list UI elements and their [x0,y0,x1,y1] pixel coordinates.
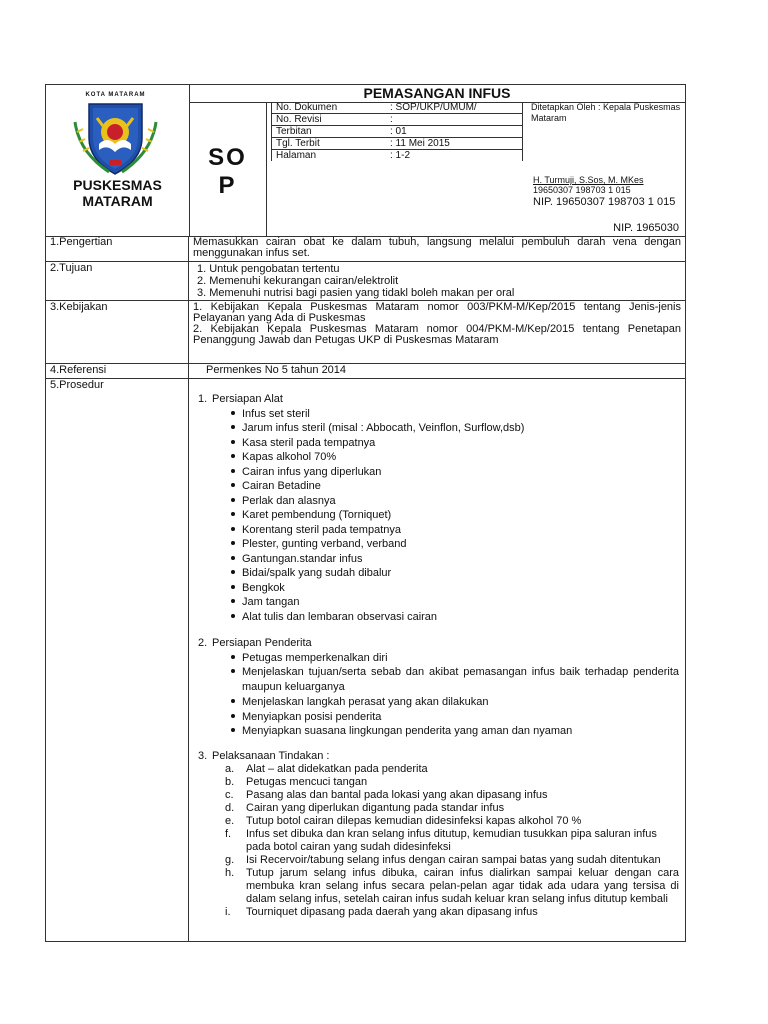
item-text: Alat – alat didekatkan pada penderita [246,762,428,775]
organization-name [46,177,189,209]
list-item: Bidai/spalk yang sudah dibalur [198,566,679,581]
list-item [198,802,679,815]
doc-info-value: : SOP/UKP/UMUM/ [390,102,477,113]
list-item: Alat tulis dan lembaran observasi cairan [198,610,679,625]
org-line-2: MATARAM [82,193,153,209]
list-item: Menjelaskan tujuan/serta sebab dan akibat pemasangan infus baik terhadap penderita maupun keluarganya [198,665,679,695]
row-tujuan [46,262,685,301]
doc-info-value: : 1-2 [390,150,411,161]
document-title: PEMASANGAN INFUS [189,85,685,103]
row-kebijakan [46,301,685,364]
row-label: 5.Prosedur [46,379,189,941]
signer-nip: NIP. 19650307 198703 1 015 [533,196,676,208]
item-text: Petugas mencuci tangan [246,775,368,788]
signer-nip-small: 19650307 198703 1 015 [533,185,631,195]
item-marker: d. [225,801,235,814]
item-text: Cairan yang diperlukan digantung pada standar infus [246,801,505,814]
list-item: 1. Untuk pengobatan tertentu [197,263,340,275]
list-item [198,867,679,906]
document-info-table [271,102,523,161]
list-item: 2. Memenuhi kekurangan cairan/elektrolit [197,275,399,287]
doc-info-row [271,102,523,114]
section-persiapan-alat [198,392,679,407]
pelaksanaan-list [198,763,679,919]
persiapan-penderita-list [198,651,679,739]
org-line-1: PUSKESMAS [73,177,162,193]
sop-label [189,144,266,200]
section-persiapan-penderita [198,636,679,651]
list-item: Bengkok [198,581,679,596]
doc-info-label: Tgl. Terbit [276,138,320,149]
item-text: Infus set dibuka dan kran selang infus ditutup, kemudian tusukkan pipa saluran infus pada botol cairan yang sudah didesinfeksi [246,827,657,853]
list-item: Cairan infus yang diperlukan [198,465,679,480]
approval-text: Ditetapkan Oleh : Kepala Puskesmas Mataram [531,102,681,123]
tujuan-list [197,263,681,299]
list-item: Infus set steril [198,407,679,422]
list-item [198,828,679,854]
header [46,85,685,237]
item-text: Pasang alas dan bantal pada lokasi yang akan dipasang infus [246,788,548,801]
item-marker: b. [225,775,235,788]
list-item: Gantungan.standar infus [198,552,679,567]
section-title: Persiapan Penderita [212,637,312,649]
logo-cell [46,85,190,236]
signer-nip-truncated: NIP. 1965030 [613,222,679,234]
referensi-text: Permenkes No 5 tahun 2014 [206,364,347,376]
section-number: 1. [198,393,208,405]
list-item: Korentang steril pada tempatnya [198,523,679,538]
item-marker: f. [225,827,232,840]
doc-info-label: Terbitan [276,126,312,137]
item-marker: h. [225,866,235,879]
doc-info-row [271,138,523,150]
doc-info-label: No. Revisi [276,114,322,125]
doc-info-row [271,114,523,126]
list-item: Menyiapkan posisi penderita [198,710,679,725]
list-item: Kasa steril pada tempatnya [198,436,679,451]
row-prosedur [46,379,685,941]
section-number: 2. [198,637,208,649]
list-item: Kapas alkohol 70% [198,450,679,465]
signer-name: H. Turmuji, S.Sos, M. MKes [533,175,644,185]
emblem-title: KOTA MATARAM [85,92,146,98]
doc-info-value: : 01 [390,126,407,137]
sop-cell [189,102,267,236]
section-number: 3. [198,749,208,762]
item-text: Tutup jarum selang infus dibuka, cairan infus dialirkan sampai keluar dengan cara membuka kran selang infus secara pelan-pelan agar tidak ada udara yang tersisa di dalam selang infus, setelah cairan infus sudah keluar kran selang infus ditutup kembali [246,866,679,905]
list-item: Menyiapkan suasana lingkungan penderita yang aman dan nyaman [198,724,679,739]
item-marker: g. [225,853,235,866]
doc-info-value: : 11 Mei 2015 [390,138,450,149]
row-label: 4.Referensi [46,364,189,378]
list-item: Jarum infus steril (misal : Abbocath, Veinflon, Surflow,dsb) [198,421,679,436]
list-item: Jam tangan [198,595,679,610]
doc-info-value: : [390,114,393,125]
list-item [198,776,679,789]
doc-info-label: Halaman [276,150,317,161]
doc-info-row [271,150,523,161]
kebijakan-list [193,302,681,346]
item-text: Tourniquet dipasang pada daerah yang akan dipasang infus [246,905,538,918]
item-text: Isi Recervoir/tabung selang infus dengan cairan sampai batas yang sudah ditentukan [246,853,661,866]
section-title: Persiapan Alat [212,393,283,405]
pengertian-text: Memasukkan cairan obat ke dalam tubuh, langsung melalui pembuluh darah vena dengan menggunakan infus set. [193,236,681,259]
list-item: Perlak dan alasnya [198,494,679,509]
list-item: Petugas memperkenalkan diri [198,651,679,666]
signer [533,175,644,195]
section-title: Pelaksanaan Tindakan : [212,749,330,762]
row-pengertian [46,236,685,262]
list-item [198,763,679,776]
item-marker: a. [225,762,235,775]
persiapan-alat-list [198,407,679,625]
list-item: 3. Memenuhi nutrisi bagi pasien yang tidakl boleh makan per oral [197,287,515,299]
sop-document [45,84,686,942]
row-label: 3.Kebijakan [46,301,189,363]
list-item [198,815,679,828]
list-item [198,854,679,867]
mataram-city-emblem [69,92,162,177]
section-pelaksanaan [198,750,679,763]
list-item: Karet pembendung (Torniquet) [198,508,679,523]
sop-label-line-2: P [218,172,237,199]
row-label: 2.Tujuan [46,262,189,300]
item-marker: i. [225,905,231,918]
list-item [198,906,679,919]
list-item: Menjelaskan langkah perasat yang akan dilakukan [198,695,679,710]
item-marker: c. [225,788,234,801]
item-marker: e. [225,814,235,827]
list-item: 1. Kebijakan Kepala Puskesmas Mataram nomor 003/PKM-M/Kep/2015 tentang Jenis-jenis Pelayanan yang Ada di Puskesmas [193,301,681,324]
list-item: Plester, gunting verband, verband [198,537,679,552]
row-referensi [46,364,685,379]
doc-info-label: No. Dokumen [276,102,338,113]
prosedur-content [198,392,679,919]
sop-label-line-1: SO [208,144,247,171]
row-label: 1.Pengertian [46,236,189,261]
emblem-icon [69,92,162,177]
doc-info-row [271,126,523,138]
list-item: Cairan Betadine [198,479,679,494]
item-text: Tutup botol cairan dilepas kemudian didesinfeksi kapas alkohol 70 % [246,814,582,827]
list-item [198,789,679,802]
list-item: 2. Kebijakan Kepala Puskesmas Mataram nomor 004/PKM-M/Kep/2015 tentang Penetapan Penanggung Jawab dan Petugas UKP di Puskesmas Mataram [193,323,681,346]
